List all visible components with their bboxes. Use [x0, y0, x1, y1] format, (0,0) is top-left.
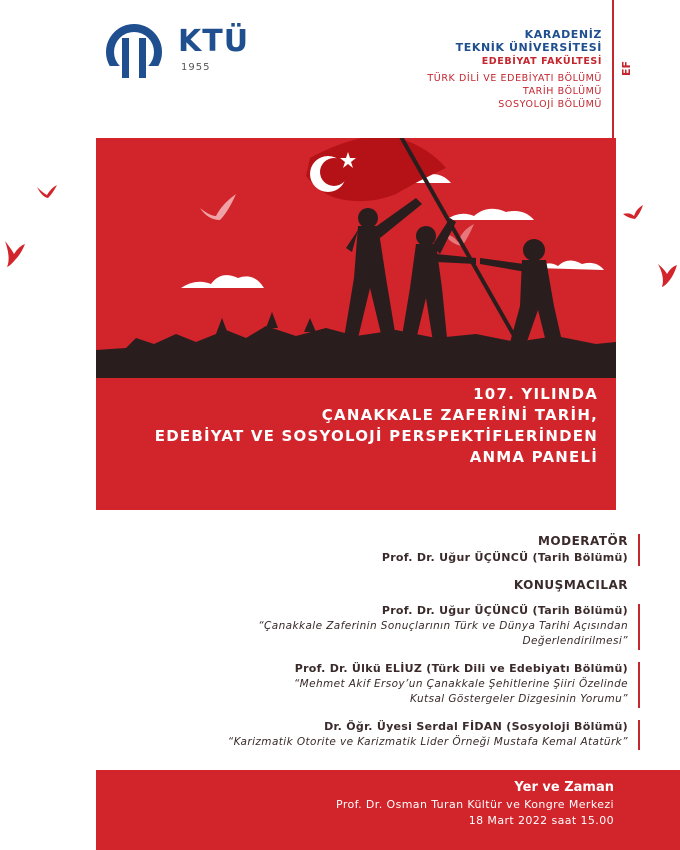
side-mark: EF: [620, 60, 633, 76]
venue-heading: Yer ve Zaman: [514, 780, 614, 795]
title-line: 107. YILINDA: [473, 385, 598, 403]
bird-icon: [622, 204, 644, 220]
speaker-item: [228, 720, 628, 750]
moderator-heading: MODERATÖR: [537, 534, 628, 548]
title-line: ÇANAKKALE ZAFERİNİ TARİH,: [321, 406, 598, 424]
footer-banner: [96, 770, 680, 850]
event-title: [96, 384, 616, 468]
moderator-bar: [638, 534, 640, 566]
institution-line2: TEKNİK ÜNİVERSİTESİ: [455, 41, 602, 54]
logo-text: KTÜ: [178, 24, 250, 59]
speaker-topic: “Çanakkale Zaferinin Sonuçlarının Türk ve Dünya Tarihi Açısından: [258, 620, 628, 632]
moderator-name: Prof. Dr. Uğur ÜÇÜNCÜ (Tarih Bölümü): [381, 551, 628, 564]
institution-line1: KARADENİZ: [524, 28, 602, 41]
speaker-item: [294, 662, 628, 707]
speaker-name: Prof. Dr. Uğur ÜÇÜNCÜ (Tarih Bölümü): [381, 604, 628, 617]
speaker-name: Prof. Dr. Ülkü ELİUZ (Türk Dili ve Edebiyatı Bölümü): [294, 662, 628, 675]
speaker-topic: “Mehmet Akif Ersoy’un Çanakkale Şehitlerine Şiiri Özelinde: [293, 678, 628, 690]
speaker-bar: [638, 604, 640, 650]
department-item: TARİH BÖLÜMÜ: [522, 86, 602, 97]
logo-year: 1955: [181, 62, 211, 73]
bird-icon: [36, 184, 58, 200]
speaker-topic: Kutsal Göstergeler Dizgesinin Yorumu”: [410, 693, 628, 705]
faculty-name: EDEBİYAT FAKÜLTESİ: [481, 56, 602, 67]
title-line: EDEBİYAT VE SOSYOLOJİ PERSPEKTİFLERİNDEN: [154, 427, 598, 445]
department-item: SOSYOLOJİ BÖLÜMÜ: [498, 99, 602, 110]
header-divider: [612, 0, 614, 138]
flag-raising-illustration: [96, 138, 616, 378]
venue-name: Prof. Dr. Osman Turan Kültür ve Kongre Merkezi: [336, 798, 614, 811]
department-item: TÜRK DİLİ VE EDEBİYATI BÖLÜMÜ: [427, 73, 602, 84]
title-line: ANMA PANELİ: [469, 448, 598, 466]
bird-icon: [656, 262, 678, 288]
speaker-bar: [638, 720, 640, 750]
speaker-topic: “Karizmatik Otorite ve Karizmatik Lider Örneği Mustafa Kemal Atatürk”: [227, 736, 628, 748]
event-datetime: 18 Mart 2022 saat 15.00: [468, 814, 614, 827]
speakers-heading: KONUŞMACILAR: [513, 578, 628, 592]
institution-block: [427, 28, 602, 111]
venue-block: [336, 780, 614, 829]
poster-banner: [96, 138, 616, 510]
speaker-item: [258, 604, 628, 649]
speaker-bar: [638, 662, 640, 708]
speaker-name: Dr. Öğr. Üyesi Serdal FİDAN (Sosyoloji Bölümü): [324, 720, 628, 733]
moderator-block: [382, 534, 628, 564]
speaker-topic: Değerlendirilmesi”: [522, 635, 628, 647]
bird-icon: [2, 240, 26, 268]
